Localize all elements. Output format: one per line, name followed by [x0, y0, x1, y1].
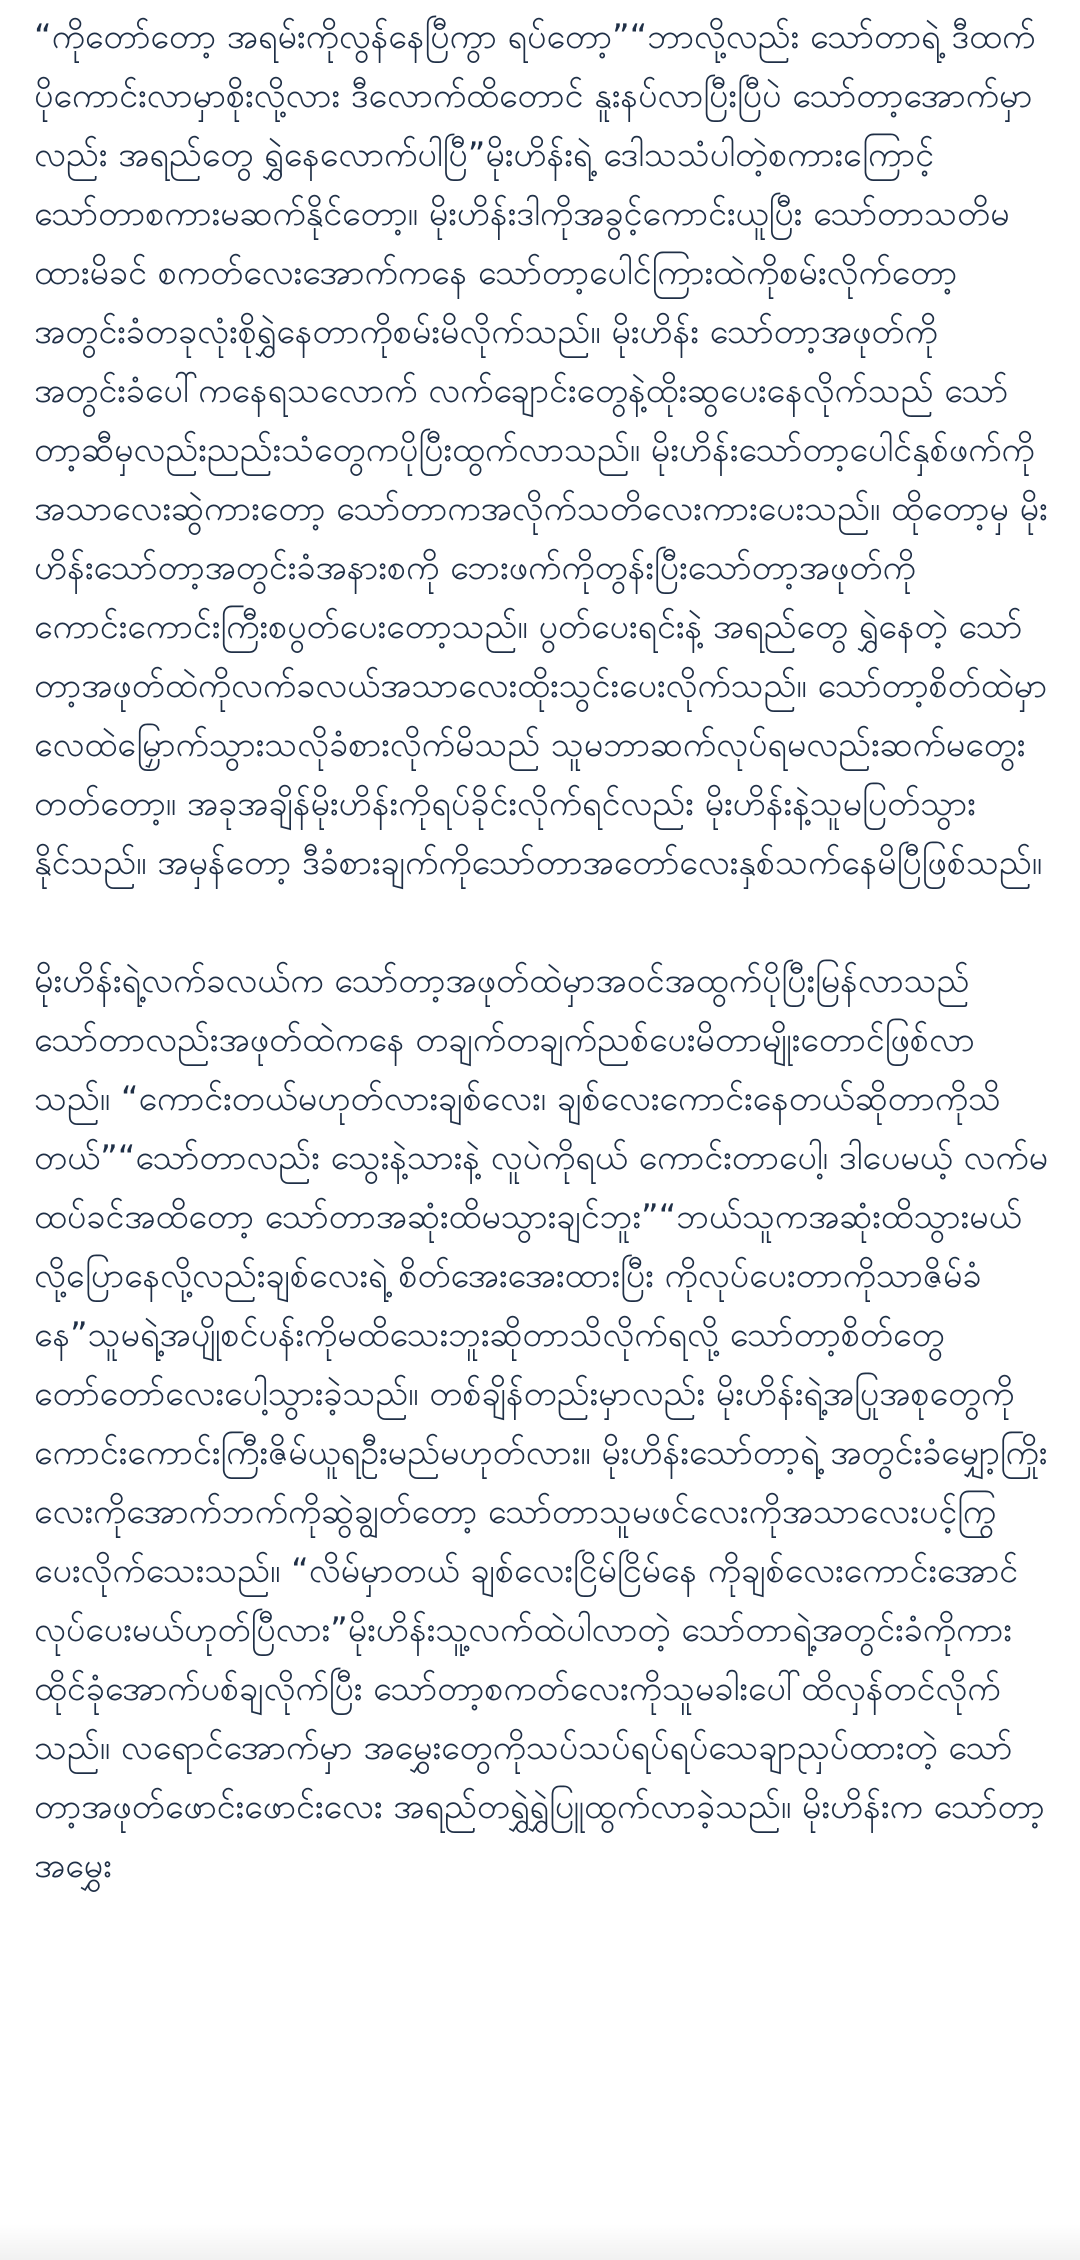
paragraph-2: မိုးဟိန်းရဲ့လက်ခလယ်က သော်တာ့အဖုတ်ထဲမှာအဝင်အထွက်ပိုပြီးမြန်လာသည် သော်တာလည်းအဖုတ်ထဲကနေ တချက်တချက်ညစ်ပေးမိတာမျိုးတောင်ဖြစ်လာသည်။ “ကောင်းတယ်မဟုတ်လားချစ်လေး၊ ချစ်လေးကောင်းနေတယ်ဆိုတာကိုသိတယ်”“သော်တာလည်း သွေးနဲ့သားနဲ့ လူပဲကိုရယ် ကောင်းတာပေါ့၊ ဒါပေမယ့် လက်မထပ်ခင်အထိတော့ သော်တာအဆုံးထိမသွားချင်ဘူး”“ဘယ်သူကအဆုံးထိသွားမယ်လို့ပြောနေလို့လည်းချစ်လေးရဲ့ စိတ်အေးအေးထားပြီး ကိုလုပ်ပေးတာကိုသာဇိမ်ခံနေ”သူမရဲ့အပျိုစင်ပန်းကိုမထိသေးဘူးဆိုတာသိလိုက်ရလို့ သော်တာ့စိတ်တွေတော်တော်လေးပေါ့သွားခဲ့သည်။ တစ်ချိန်တည်းမှာလည်း မိုးဟိန်းရဲ့အပြုအစုတွေကို ကောင်းကောင်းကြီးဇိမ်ယူရဦးမည်မဟုတ်လား။ မိုးဟိန်းသော်တာ့ရဲ့ အတွင်းခံမျှော့ကြိုးလေးကိုအောက်ဘက်ကိုဆွဲချွတ်တော့ သော်တာသူမဖင်လေးကိုအသာလေးပင့်ကြွပေးလိုက်သေးသည်။ “လိမ်မှာတယ် ချစ်လေးငြိမ်ငြိမ်နေ ကိုချစ်လေးကောင်းအောင်လုပ်ပေးမယ်ဟုတ်ပြီလား”မိုးဟိန်းသူ့လက်ထဲပါလာတဲ့ သော်တာရဲ့အတွင်းခံကိုကားထိုင်ခုံအောက်ပစ်ချလိုက်ပြီး သော်တာ့စကတ်လေးကိုသူမခါးပေါ်ထိလှန်တင်လိုက်သည်။ လရောင်အောက်မှာ အမွှေးတွေကိုသပ်သပ်ရပ်ရပ်သေချာညှပ်ထားတဲ့ သော်တာ့အဖုတ်ဖောင်းဖောင်းလေး အရည်တရွှဲရွှဲပြူထွက်လာခဲ့သည်။ မိုးဟိန်းက သော်တာ့အမွှေး: [34, 961, 1049, 1886]
article-body: [34, 8, 1050, 1896]
paragraph-1: “ကိုတော်တော့ အရမ်းကိုလွန်နေပြီကွာ ရပ်တော့”“ဘာလို့လည်း သော်တာရဲ့ ဒီထက်ပိုကောင်းလာမှာစိုးလို့လား ဒီလောက်ထိတောင် နူးနပ်လာပြီးပြီပဲ သော်တာ့အောက်မှာလည်း အရည်တွေ ရွှဲနေလောက်ပါပြီ”မိုးဟိန်းရဲ့ ဒေါသသံပါတဲ့စကားကြောင့် သော်တာစကားမဆက်နိုင်တော့။ မိုးဟိန်းဒါကိုအခွင့်ကောင်းယူပြီး သော်တာသတိမထားမိခင် စကတ်လေးအောက်ကနေ သော်တာ့ပေါင်ကြားထဲကိုစမ်းလိုက်တော့ အတွင်းခံတခုလုံးစိုရွှဲနေတာကိုစမ်းမိလိုက်သည်။ မိုးဟိန်း သော်တာ့အဖုတ်ကို အတွင်းခံပေါ်ကနေရသလောက် လက်ချောင်းတွေနဲ့ထိုးဆွပေးနေလိုက်သည် သော်တာ့ဆီမှလည်းညည်းသံတွေကပိုပြီးထွက်လာသည်။ မိုးဟိန်းသော်တာ့ပေါင်နှစ်ဖက်ကိုအသာလေးဆွဲကားတော့ သော်တာကအလိုက်သတိလေးကားပေးသည်။ ထိုတော့မှ မိုးဟိန်းသော်တာ့အတွင်းခံအနားစကို ဘေးဖက်ကိုတွန်းပြီးသော်တာ့အဖုတ်ကို ကောင်းကောင်းကြီးစပွတ်ပေးတော့သည်။ ပွတ်ပေးရင်းနဲ့ အရည်တွေ ရွှဲနေတဲ့ သော်တာ့အဖုတ်ထဲကိုလက်ခလယ်အသာလေးထိုးသွင်းပေးလိုက်သည်။ သော်တာ့စိတ်ထဲမှာလေထဲမြှောက်သွားသလိုခံစားလိုက်မိသည် သူမဘာဆက်လုပ်ရမလည်းဆက်မတွေးတတ်တော့။ အခုအချိန်မိုးဟိန်းကိုရပ်ခိုင်းလိုက်ရင်လည်း မိုးဟိန်းနဲ့သူမပြတ်သွားနိုင်သည်။ အမှန်တော့ ဒီခံစားချက်ကိုသော်တာအတော်လေးနှစ်သက်နေမိပြီဖြစ်သည်။: [34, 17, 1048, 883]
bottom-fade: [0, 2224, 1080, 2260]
